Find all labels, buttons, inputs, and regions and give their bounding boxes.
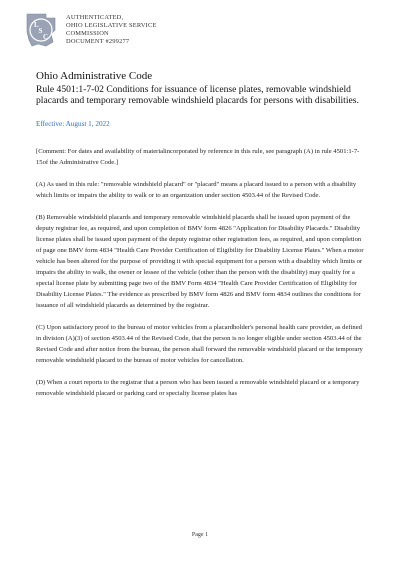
auth-line: OHIO LEGISLATIVE SERVICE	[66, 22, 157, 29]
seal-letter-s: S	[38, 27, 43, 35]
auth-document-number: DOCUMENT #299277	[66, 38, 130, 45]
authentication-notice	[66, 14, 157, 46]
paragraph-a: (A) As used in this rule: "removable windshield placard" or "placard" means a placard issued to a person with a disability which limits or impairs the ability to walk or to an organization under section 4503.44 of the Revised Code.	[36, 181, 357, 199]
comment-paragraph: [Comment: For dates and availability of materialincorporated by reference in this rule, see paragraph (A) in rule 4501:1-7-15of the Administrative Code.]	[36, 148, 360, 166]
auth-line: AUTHENTICATED,	[66, 14, 124, 21]
seal-letter-l: L	[34, 21, 39, 29]
paragraph-d: (D) When a court reports to the registrar that a person who has been issued a removable windshield placard or a temporary removable windshield placard or parking card or specialty license plates has	[36, 379, 360, 397]
rule-body	[36, 146, 364, 410]
paragraph-c: (C) Upon satisfactory proof to the bureau of motor vehicles from a placardholder's personal health care provider, as defined in division (A)(3) of section 4503.44 of the Revised Code, that the person is no longer eligible under section 4503.44 of the Revised Code and after notice from the bureau, the person shall forward the removable windshield placard or the temporary removable windshield placard to the bureau of motor vehicles for cancellation.	[36, 324, 363, 364]
paragraph-b: (B) Removable windshield placards and temporary removable windshield placards shall be issued upon payment of the deputy registrar fee, as required, and upon completion of BMV form 4826 "Application for Disability Placards." Disability license plates shall be issued upon payment of the deputy registrar other registration fees, as required, and upon completion of page one BMV form 4834 "Health Care Provider Certification of Eligibility for Disability License Plates." When a motor vehicle has been altered for the purpose of providing it with special equipment for a person with a disability which limits or impairs the ability to walk, the owner or lessee of the vehicle (other than the person with the disability) may qualify for a special license plate by submitting page two of the BMV Form 4834 "Health Care Provider Certification of Eligibility for Disability License Plates." The evidence as prescribed by BMV form 4826 and BMV form 4834 outlines the conditions for issuance of all windshield placards as determined by the registrar.	[36, 214, 364, 309]
code-title: Ohio Administrative Code	[36, 70, 153, 82]
rule-title: Rule 4501:1-7-02 Conditions for issuance of license plates, removable windshield placards and temporary removable windshield placards for persons with disabilities.	[36, 84, 359, 107]
ohio-seal-icon	[24, 12, 58, 48]
page-number: Page 1	[191, 532, 209, 538]
auth-line: COMMISSION	[66, 30, 109, 37]
seal-letter-c: C	[43, 33, 49, 41]
effective-date: Effective: August 1, 2022	[36, 120, 110, 128]
